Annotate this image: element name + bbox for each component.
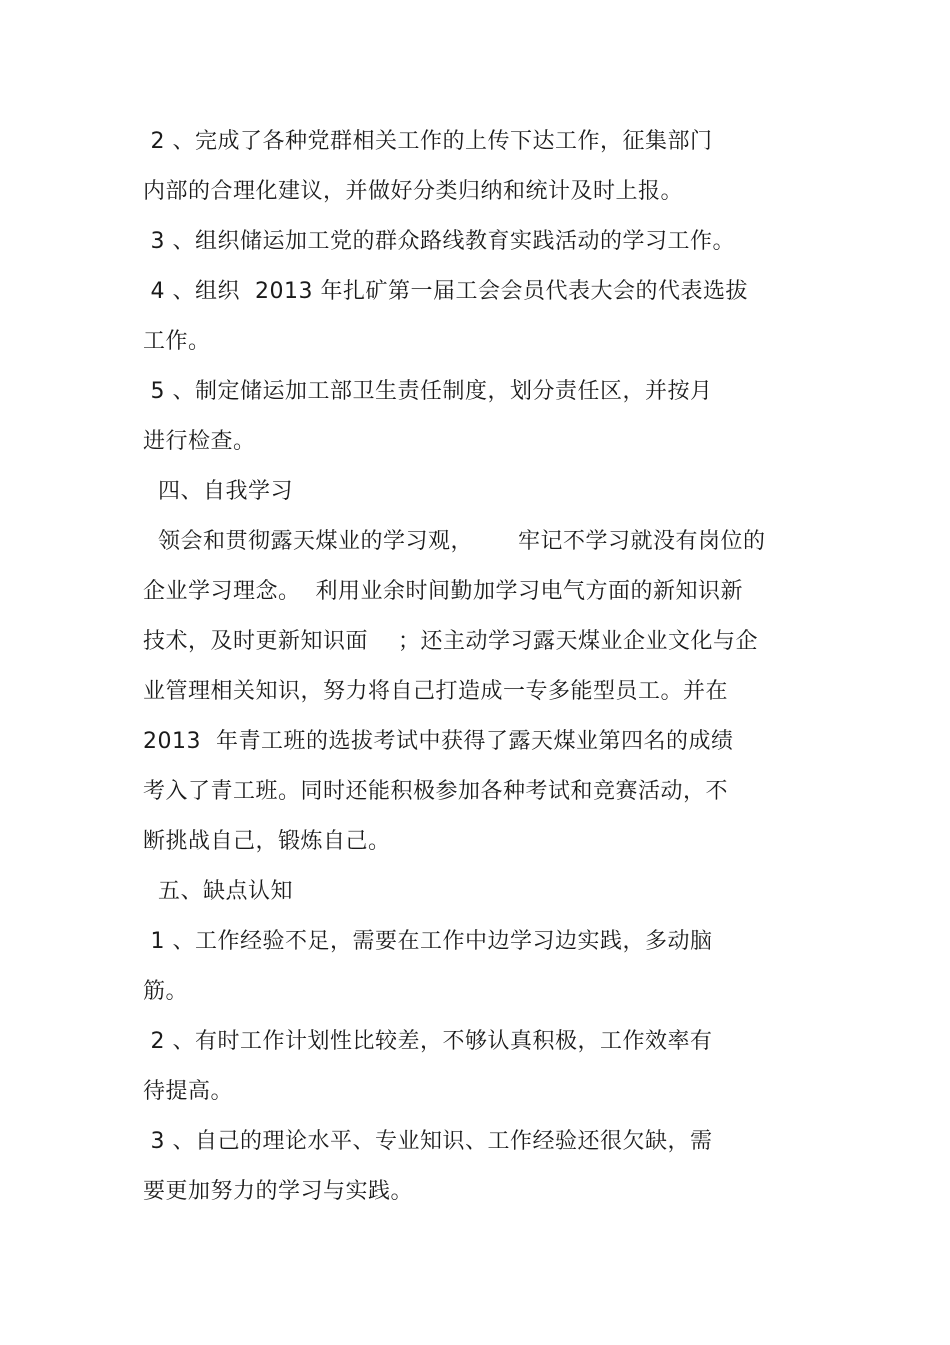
- text-line: 4 、组织 2013 年扎矿第一届工会会员代表大会的代表选拔: [143, 279, 748, 304]
- text-line: 企业学习理念。 利用业余时间勤加学习电气方面的新知识新: [143, 579, 743, 604]
- text-line: 领会和贯彻露天煤业的学习观， 牢记不学习就没有岗位的: [143, 529, 766, 554]
- text-line: 3 、组织储运加工党的群众路线教育实践活动的学习工作。: [143, 229, 735, 254]
- text-line: 筋。: [143, 979, 189, 1004]
- text-line: 工作。: [143, 329, 211, 354]
- text-line: 2 、完成了各种党群相关工作的上传下达工作，征集部门: [143, 129, 713, 154]
- text-line: 进行检查。: [143, 429, 256, 454]
- text-line: 2 、有时工作计划性比较差，不够认真积极，工作效率有: [143, 1029, 713, 1054]
- text-line: 5 、制定储运加工部卫生责任制度，划分责任区，并按月: [143, 379, 713, 404]
- text-line: 考入了青工班。同时还能积极参加各种考试和竞赛活动，不: [143, 779, 729, 804]
- text-line: 断挑战自己，锻炼自己。: [143, 829, 391, 854]
- section-heading: 五、缺点认知: [143, 879, 293, 904]
- text-line: 内部的合理化建议，并做好分类归纳和统计及时上报。: [143, 179, 684, 204]
- text-line: 1 、工作经验不足，需要在工作中边学习边实践，多动脑: [143, 929, 713, 954]
- text-line: 2013 年青工班的选拔考试中获得了露天煤业第四名的成绩: [143, 729, 734, 754]
- text-line: 要更加努力的学习与实践。: [143, 1179, 414, 1204]
- text-line: 3 、自己的理论水平、专业知识、工作经验还很欠缺，需: [143, 1129, 713, 1154]
- text-line: 技术，及时更新知识面 ；还主动学习露天煤业企业文化与企: [143, 629, 758, 654]
- text-line: 待提高。: [143, 1079, 234, 1104]
- text-line: 业管理相关知识，努力将自己打造成一专多能型员工。并在: [143, 679, 729, 704]
- section-heading: 四、自我学习: [143, 479, 293, 504]
